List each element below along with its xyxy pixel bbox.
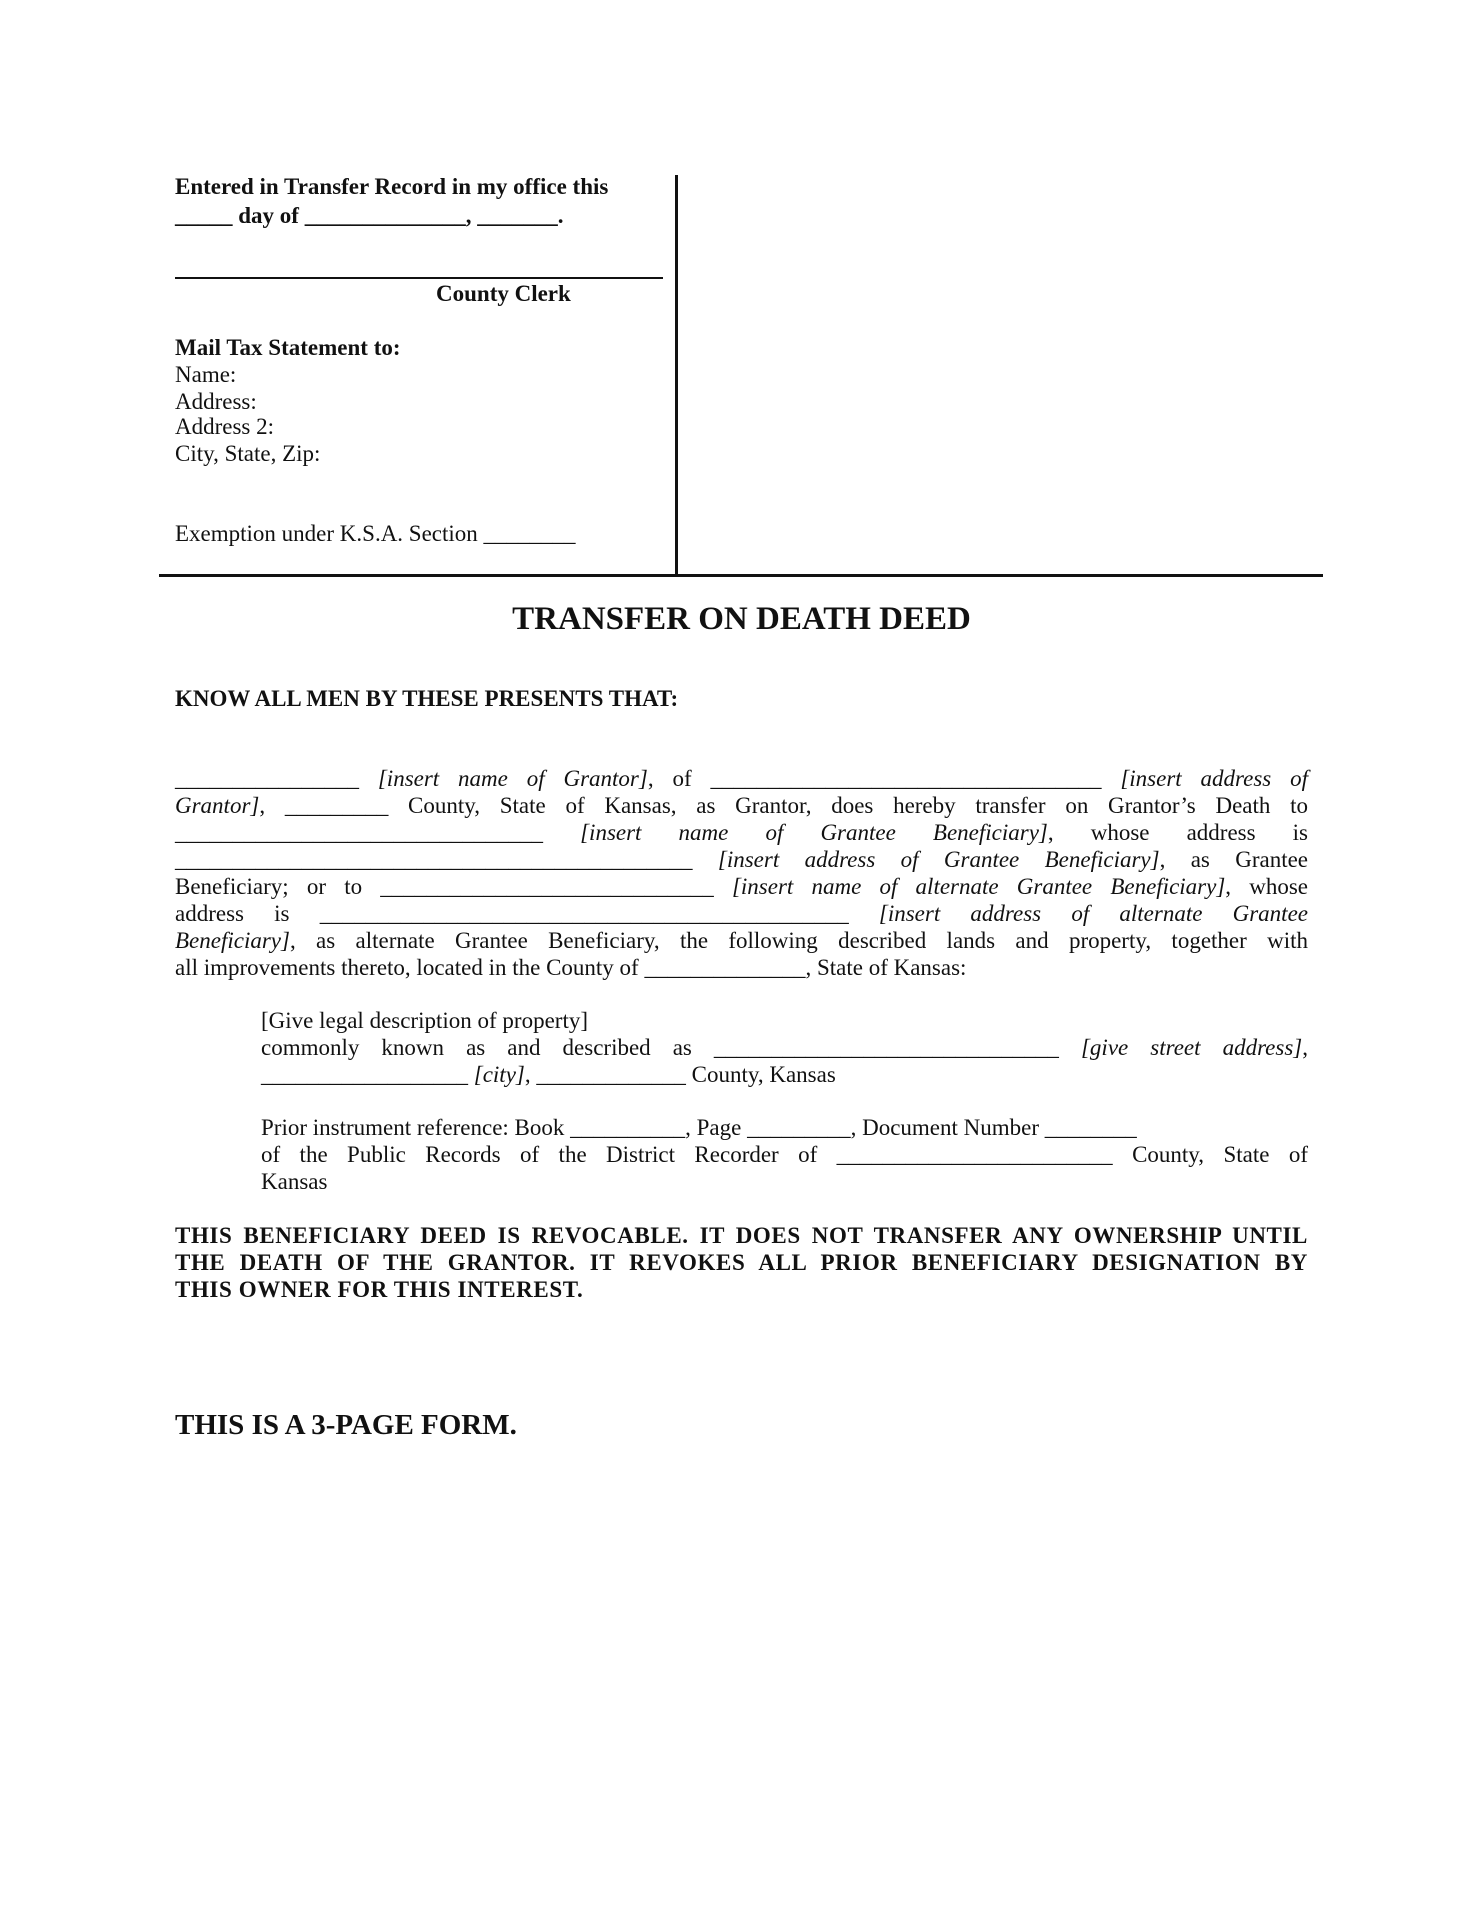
text-segment: THIS OWNER FOR THIS INTEREST.: [175, 1277, 584, 1302]
text-segment: , _____________ County, Kansas: [524, 1062, 836, 1087]
text-segment: , as alternate Grantee Beneficiary, the following described lands and property, together with: [289, 928, 1308, 953]
know-all-heading: KNOW ALL MEN BY THESE PRESENTS THAT:: [175, 686, 679, 711]
grant-paragraph-line: [175, 927, 1308, 954]
mail-field-address-2: Address 2:: [175, 414, 275, 439]
text-segment: Prior instrument reference: Book __________, Page _________, Document Number ________: [261, 1115, 1137, 1140]
text-segment: Kansas: [261, 1169, 328, 1194]
document-title: TRANSFER ON DEATH DEED: [512, 601, 971, 637]
grant-paragraph-line: [175, 954, 1308, 981]
text-segment: , whose address is: [1047, 820, 1309, 845]
text-segment: __________________: [261, 1062, 474, 1087]
text-segment: THIS BENEFICIARY DEED IS REVOCABLE. IT DOES NOT TRANSFER ANY OWNERSHIP UNTIL: [175, 1223, 1308, 1248]
grant-paragraph-line: [175, 873, 1308, 900]
entered-line-1: Entered in Transfer Record in my office this: [175, 174, 609, 199]
placeholder-instruction: [insert address of: [1120, 766, 1308, 791]
grant-paragraph-line: [175, 765, 1308, 792]
placeholder-instruction: Grantor]: [175, 793, 260, 818]
text-segment: address is ______________________________________________: [175, 901, 879, 926]
placeholder-instruction: [insert name of Grantor]: [377, 766, 648, 791]
exemption-line: Exemption under K.S.A. Section ________: [175, 521, 576, 546]
box-horizontal-rule: [159, 574, 1323, 577]
text-segment: , of __________________________________: [647, 766, 1121, 791]
text-segment: ,: [1302, 1035, 1308, 1060]
box-vertical-rule: [675, 175, 678, 577]
mail-tax-heading: Mail Tax Statement to:: [175, 335, 401, 360]
revocable-notice-line: [175, 1276, 1308, 1303]
grant-paragraph-line: [175, 846, 1308, 873]
placeholder-instruction: [insert address of alternate Grantee: [878, 901, 1308, 926]
placeholder-instruction: [insert address of Grantee Beneficiary]: [717, 847, 1160, 872]
placeholder-instruction: [insert name of Grantee Beneficiary]: [580, 820, 1048, 845]
entered-line-2: _____ day of ______________, _______.: [175, 203, 564, 228]
placeholder-instruction: Beneficiary]: [175, 928, 290, 953]
revocable-notice-line: [175, 1249, 1308, 1276]
text-segment: , whose: [1225, 874, 1308, 899]
property-description-line: [261, 1007, 1308, 1034]
signature-rule: [175, 277, 663, 279]
text-segment: ________________: [175, 766, 378, 791]
text-segment: Beneficiary; or to _____________________________: [175, 874, 732, 899]
text-segment: , as Grantee: [1159, 847, 1309, 872]
text-segment: _____________________________________________: [175, 847, 718, 872]
property-description-line: [261, 1034, 1308, 1061]
mail-field-address: Address:: [175, 389, 257, 414]
text-segment: , _________ County, State of Kansas, as Grantor, does hereby transfer on Grantor’s Death to: [259, 793, 1308, 818]
placeholder-instruction: [city]: [473, 1062, 525, 1087]
prior-instrument-line: [261, 1141, 1308, 1168]
property-description-line: [261, 1061, 1308, 1088]
placeholder-instruction: [give street address]: [1080, 1035, 1303, 1060]
revocable-notice-line: [175, 1222, 1308, 1249]
county-clerk-label: County Clerk: [436, 281, 571, 306]
grant-paragraph-line: [175, 792, 1308, 819]
text-segment: ________________________________: [175, 820, 581, 845]
text-segment: all improvements thereto, located in the County of ______________, State of Kansas:: [175, 955, 967, 980]
grant-paragraph-line: [175, 819, 1308, 846]
prior-instrument-line: [261, 1114, 1308, 1141]
text-segment: THE DEATH OF THE GRANTOR. IT REVOKES ALL PRIOR BENEFICIARY DESIGNATION BY: [175, 1250, 1308, 1275]
three-page-form-notice: THIS IS A 3-PAGE FORM.: [175, 1409, 517, 1441]
placeholder-instruction: [insert name of alternate Grantee Beneficiary]: [731, 874, 1226, 899]
text-segment: [Give legal description of property]: [261, 1008, 588, 1033]
text-segment: commonly known as and described as ______________________________: [261, 1035, 1081, 1060]
mail-field-name: Name:: [175, 362, 237, 387]
grant-paragraph-line: [175, 900, 1308, 927]
text-segment: of the Public Records of the District Recorder of ________________________ County, State of: [261, 1142, 1308, 1167]
mail-field-city-state-zip: City, State, Zip:: [175, 441, 321, 466]
prior-instrument-line: [261, 1168, 1308, 1195]
